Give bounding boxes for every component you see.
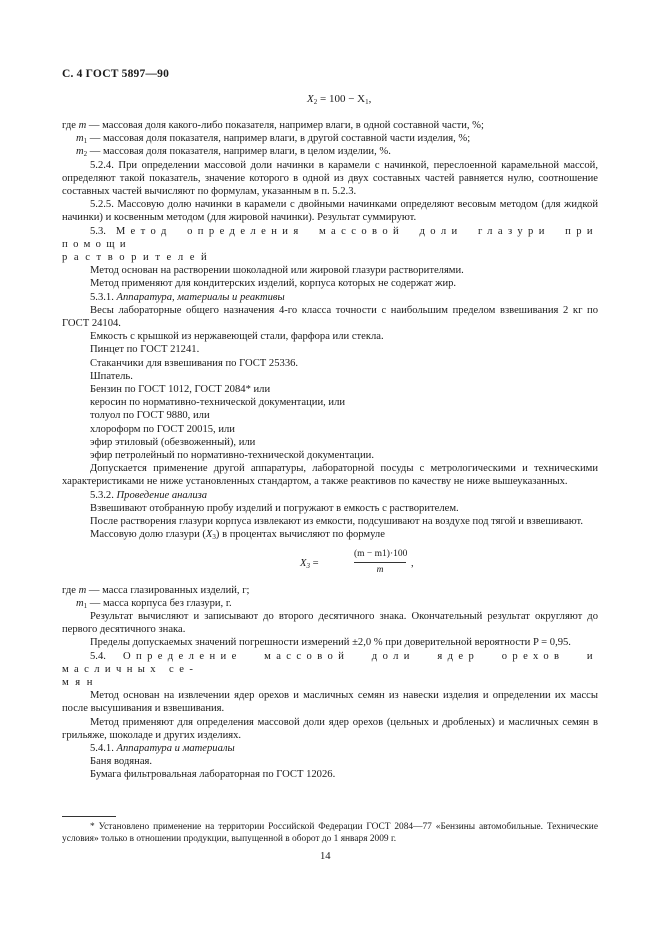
list-item: керосин по нормативно-технической документации, или <box>90 397 346 409</box>
list-item: Шпатель. <box>90 370 133 382</box>
formula-x2: $X_2 = 100 - X_1$, <box>307 93 372 106</box>
footnote-divider <box>62 816 116 817</box>
list-item: Бензин по ГОСТ 1012, ГОСТ 2084* или <box>90 384 271 396</box>
paragraph-5-2-5: 5.2.5. Массовую долю начинки в карамели с двойными начинками определяют весовым методом (для жидкой начинки) и косвенным методом (для жировой начинки). Результат суммируют. <box>62 199 598 224</box>
formula-x3-numerator: (m − m1)·100 <box>354 548 406 563</box>
list-item: хлороформ по ГОСТ 20015, или <box>90 423 235 435</box>
list-item: Баня водяная. <box>90 756 153 768</box>
paragraph-limits: Пределы допускаемых значений погрешности измерений ±2,0 % при доверительной вероятности P = 0,95. <box>90 637 571 649</box>
section-5-4-1-heading: 5.4.1. Аппаратура и материалы <box>90 742 235 754</box>
paragraph-result: Результат вычисляют и записывают до второго десятичного знака. Окончательный результат округляют до первого десятичного знака. <box>62 610 598 636</box>
paragraph-method-use: Метод применяют для кондитерских изделий, корпуса которых не содержат жир. <box>90 278 457 290</box>
formula-x3-denominator: m <box>376 564 384 575</box>
page-header: С. 4 ГОСТ 5897—90 <box>62 68 170 80</box>
document-body <box>62 119 598 782</box>
list-item: Бумага фильтровальная лабораторная по ГОСТ 12026. <box>90 769 336 781</box>
section-5-3-heading-cont: растворителей <box>62 252 214 264</box>
list-item: эфир петролейный по нормативно-технической документации. <box>90 450 374 462</box>
definitions-2 <box>62 584 598 610</box>
section-5-3-2-heading: 5.3.2. Проведение анализа <box>90 489 208 501</box>
list-item: Пинцет по ГОСТ 21241. <box>90 344 200 356</box>
paragraph-5-4-basis: Метод основан на извлечении ядер орехов и масличных семян из навески изделия и определении их массы после высушивания и взвешивания. <box>62 690 598 715</box>
paragraph-scales: Весы лабораторные общего назначения 4-го класса точности с наибольшим пределом взвешивания 2 кг по ГОСТ 24104. <box>62 304 598 330</box>
list-item: Стаканчики для взвешивания по ГОСТ 25336. <box>90 357 299 369</box>
definition-m1: $m_1$ — массовая доля показателя, например влаги, в другой составной части изделия, %; <box>76 133 471 146</box>
paragraph-weigh: Взвешивают отобранную пробу изделий и погружают в емкость с растворителем. <box>90 502 459 514</box>
section-5-3-heading: 5.3. Метод определения массовой доли глазури при помощи <box>62 225 598 250</box>
paragraph-5-4-use: Метод применяют для определения массовой доли ядер орехов (цельных и дробленых) и масличных семян в грильяже, шоколаде и других изделиях. <box>62 716 598 741</box>
definitions-1 <box>62 119 598 159</box>
paragraph-allowed: Допускается применение другой аппаратуры, лабораторной посуды с метрологическими и техническими характеристиками не ниже установленных стандартом, а также реактивов по качеству не ниже вышеуказанных. <box>62 463 598 488</box>
paragraph-method-basis: Метод основан на растворении шоколадной или жировой глазури растворителями. <box>90 265 464 277</box>
section-5-4-heading: 5.4. Определение массовой доли ядер орехов и масличных се- <box>62 650 598 675</box>
definition-m: где m — массовая доля какого-либо показателя, например влаги, в одной составной части, %; <box>62 120 484 131</box>
definition-mass-core: $m_1$ — масса корпуса без глазури, г. <box>76 597 232 610</box>
section-5-4-heading-cont: мян <box>62 676 100 688</box>
formula-x2-lhs: X <box>307 93 314 105</box>
paragraph-5-2-4: 5.2.4. При определении массовой доли начинки в карамели с начинкой, переслоенной карамельной массой, определяют такой показатель, значение которого в одной из двух составных частей равняется нулю, соотношение составных частей вычисляют по формулам, указанным в п. 5.2.3. <box>62 159 598 198</box>
definition-m2: $m_2$ — массовая доля показателя, например влаги, в целом изделии, %. <box>76 146 391 159</box>
formula-x3: $X_3$ = $\frac{(m - m1)\cdot 100}{m}$ , <box>62 542 598 584</box>
section-5-3-1-heading: 5.3.1. Аппаратура, материалы и реактивы <box>90 291 285 303</box>
definition-mass: где m — масса глазированных изделий, г; <box>62 584 250 596</box>
list-item: толуол по ГОСТ 9880, или <box>90 410 210 422</box>
formula-x2-rhs: = 100 − X <box>319 93 366 105</box>
list-item: Емкость с крышкой из нержавеющей стали, фарфора или стекла. <box>90 331 384 343</box>
footnote: * Установлено применение на территории Российской Федерации ГОСТ 2084—77 «Бензины автомобильные. Технические условия» только в отношении продукции, выпущенной в оборот до 1 января 2009 г. <box>62 822 598 845</box>
paragraph-after: После растворения глазури корпуса извлекают из емкости, подсушивают на воздухе под тягой и взвешивают. <box>90 516 584 528</box>
paragraph-calc: Массовую долю глазури $(X_3)$ в процентах вычисляют по формуле <box>90 529 385 542</box>
formula-x3-fraction <box>354 548 406 577</box>
page-number: 14 <box>320 851 331 862</box>
list-item: эфир этиловый (обезвоженный), или <box>90 436 256 448</box>
